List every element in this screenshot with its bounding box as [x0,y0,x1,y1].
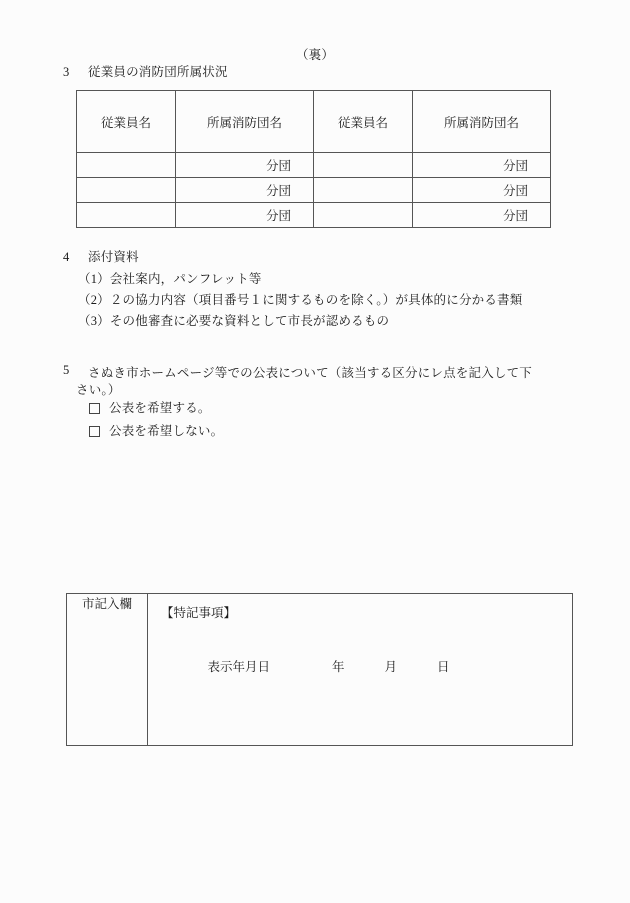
section-3-title: 従業員の消防団所属状況 [88,65,228,79]
cell-employee-name[interactable] [314,178,413,203]
display-date-label: 表示年月日 [207,660,271,674]
publication-choice-no-label: 公表を希望しない。 [109,424,224,438]
cell-employee-name[interactable] [77,203,176,228]
publication-choice-yes[interactable] [89,402,211,415]
cell-employee-name[interactable] [77,153,176,178]
remarks-heading: 【特記事項】 [161,606,237,620]
display-date-line [170,642,450,690]
cell-fire-brigade[interactable]: 分団 [176,203,314,228]
header-fire-brigade-1: 所属消防団名 [176,91,314,153]
cell-fire-brigade[interactable]: 分団 [413,153,551,178]
section-4-item-3: （3）その他審査に必要な資料として市長が認めるもの [78,314,390,328]
cell-fire-brigade[interactable]: 分団 [176,153,314,178]
cell-fire-brigade[interactable]: 分団 [413,178,551,203]
table-row [77,153,551,178]
day-unit-label: 日 [437,660,450,674]
city-office-use-table [66,593,573,746]
section-5-number: 5 [63,363,70,377]
table-header-row [77,91,551,153]
cell-fire-brigade[interactable]: 分団 [176,178,314,203]
publication-choice-no[interactable] [89,425,223,438]
cell-fire-brigade[interactable]: 分団 [413,203,551,228]
publication-choice-yes-label: 公表を希望する。 [109,401,211,415]
section-4-item-1: （1）会社案内，パンフレット等 [78,272,262,286]
page-side-mark: （裏） [295,48,335,62]
city-office-use-body[interactable] [148,594,573,746]
section-4-item-2: （2）２の協力内容（項目番号１に関するものを除く。）が具体的に分かる書類 [78,293,523,307]
table-row [77,178,551,203]
employee-fire-brigade-table [76,90,551,228]
year-unit-label: 年 [332,660,345,674]
header-employee-name-1: 従業員名 [77,91,176,153]
section-4-number: 4 [63,250,70,264]
cell-employee-name[interactable] [77,178,176,203]
table-row [77,203,551,228]
section-3-number: 3 [63,65,70,79]
section-4-title: 添付資料 [88,250,139,264]
month-unit-label: 月 [384,660,398,674]
header-fire-brigade-2: 所属消防団名 [413,91,551,153]
city-office-use-row [67,594,573,746]
section-5-title-continuation: さい。） [76,383,121,397]
cell-employee-name[interactable] [314,153,413,178]
checkbox-icon[interactable] [89,426,100,437]
checkbox-icon[interactable] [89,403,100,414]
section-5-title: さぬき市ホームページ等での公表について（該当する区分にレ点を記入して下 [88,366,533,380]
city-office-use-label: 市記入欄 [67,594,148,746]
cell-employee-name[interactable] [314,203,413,228]
header-employee-name-2: 従業員名 [314,91,413,153]
